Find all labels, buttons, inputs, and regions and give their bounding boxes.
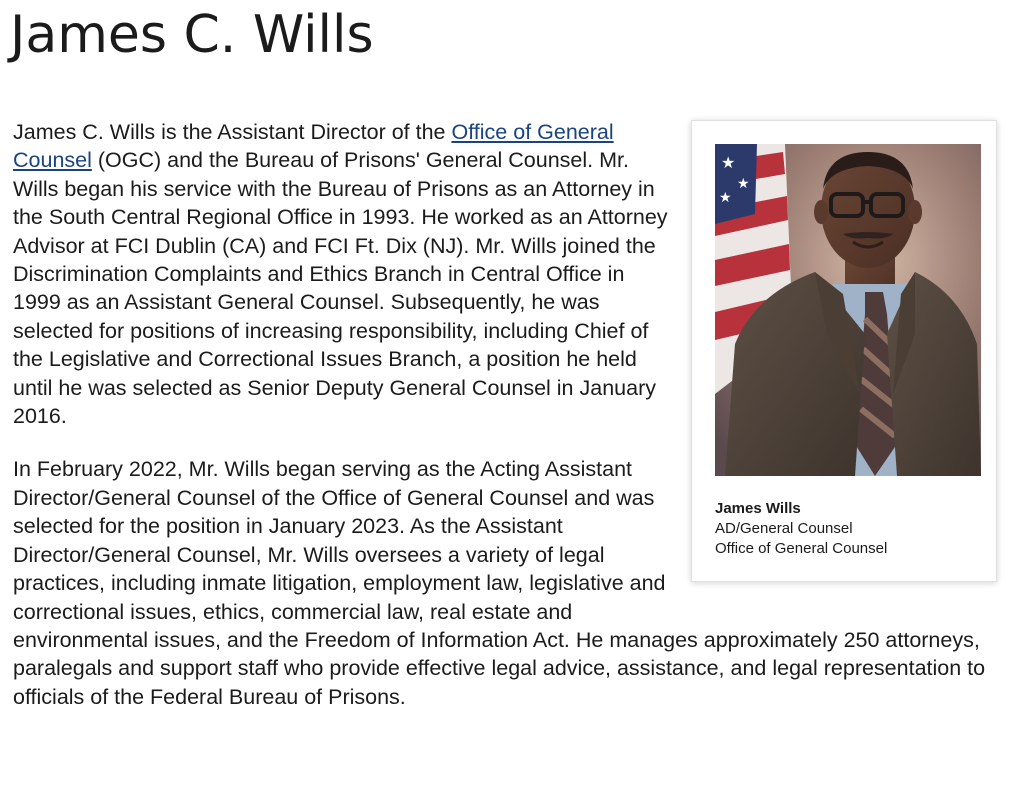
office-of-general-counsel-link[interactable]: Office of General Counsel <box>13 120 614 173</box>
profile-role: AD/General Counsel <box>715 520 853 537</box>
bio-text-intro: James C. Wills is the Assistant Director of the <box>13 120 452 144</box>
bio-section <box>13 118 1013 736</box>
bio-text-career: (OGC) and the Bureau of Prisons' General Counsel. Mr. Wills began his service with the Bureau of Prisons as an Attorney in the South Central Regional Office in 1993. He worked as an Attorney Advisor at FCI Dublin (CA) and FCI Ft. Dix (NJ). Mr. Wills joined the Discrimination Complaints and Ethics Branch in Central Office in 1999 as an Assistant General Counsel. Subsequently, he was selected for positions of increasing responsibility, including Chief of the Legislative and Correctional Issues Branch, a position he held until he was selected as Senior Deputy General Counsel in January 2016. <box>13 148 668 429</box>
profile-office: Office of General Counsel <box>715 540 888 557</box>
svg-text:★: ★ <box>737 176 750 192</box>
page-title: James C. Wills <box>10 5 374 65</box>
bio-paragraph-2: In February 2022, Mr. Wills began serving as the Acting Assistant Director/General Counsel of the Office of General Counsel and was selected for the position in January 2023. As the Assistant Director/General Counsel, Mr. Wills oversees a variety of legal practices, including inmate litigation, employment law, legislative and correctional issues, ethics, commercial law, real estate and environmental issues, and the Freedom of Information Act. He manages approximately 250 attorneys, paralegals and support staff who provide effective legal advice, assistance, and legal representation to officials of the Federal Bureau of Prisons. <box>13 457 986 709</box>
svg-text:★: ★ <box>721 153 736 172</box>
profile-caption <box>715 499 887 559</box>
profile-name: James Wills <box>715 500 801 517</box>
profile-card <box>691 120 997 582</box>
portrait-photo <box>715 144 981 476</box>
svg-text:★: ★ <box>719 190 732 206</box>
